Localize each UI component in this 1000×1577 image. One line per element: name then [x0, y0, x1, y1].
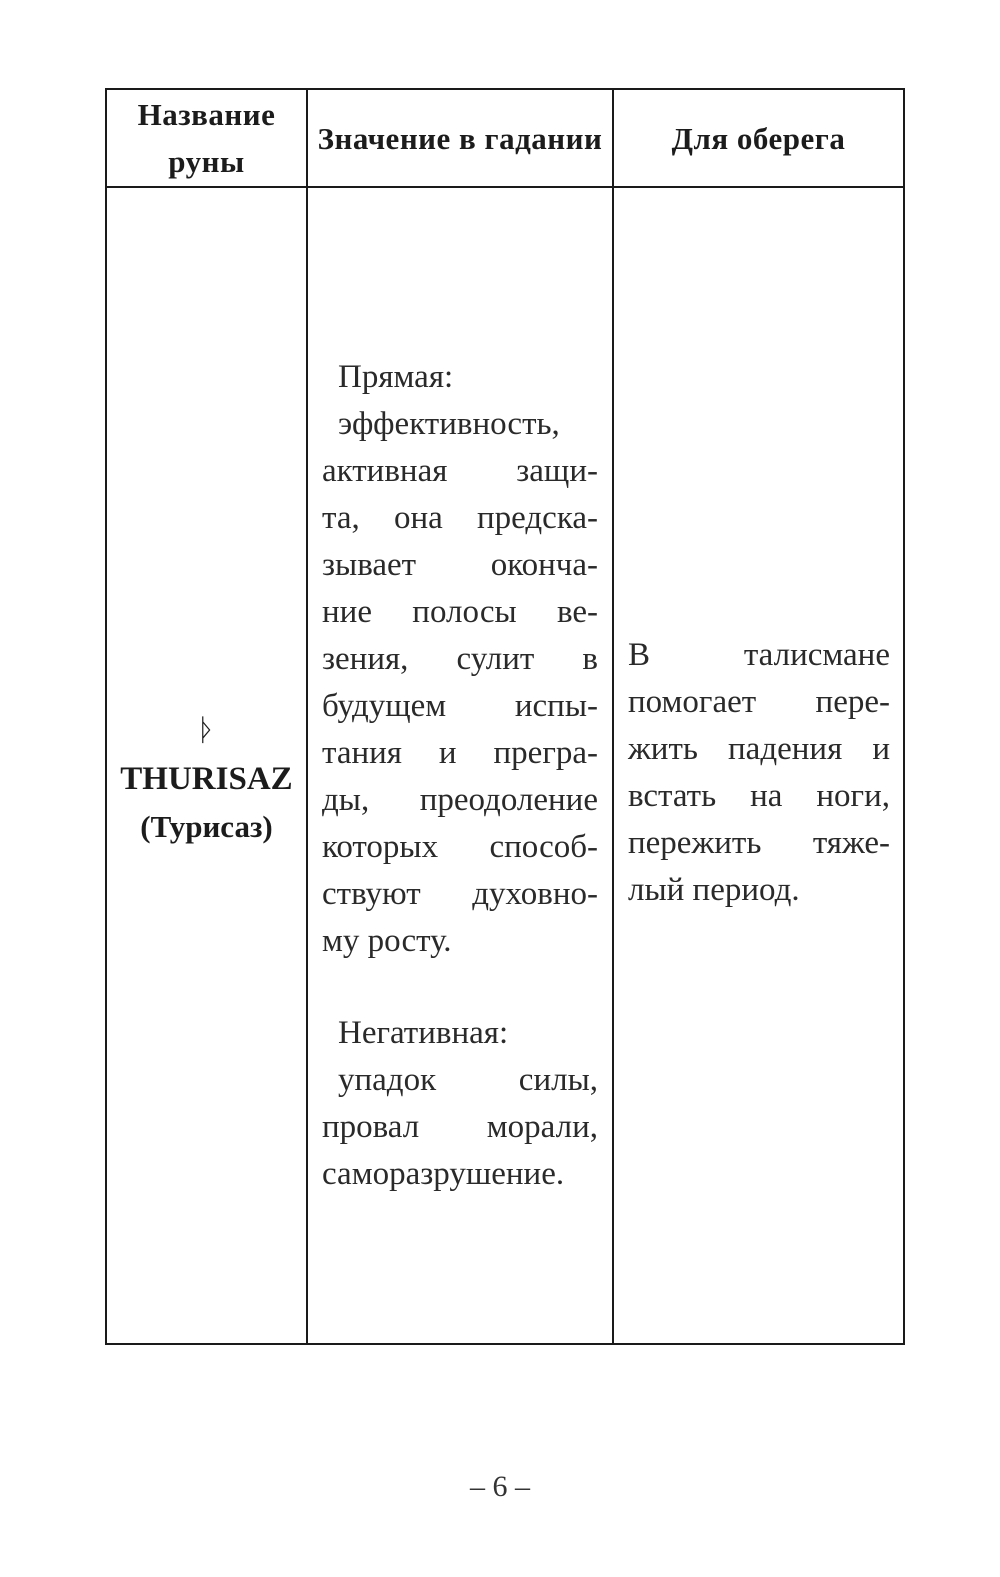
- amulet-line: встать на ноги,: [628, 778, 890, 814]
- direct-line: та, она предска-: [322, 500, 598, 536]
- amulet-line: помогает пере-: [628, 684, 890, 720]
- rune-russian-name: (Турисаз): [140, 808, 273, 844]
- negative-label: Негативная:: [338, 1015, 509, 1051]
- direct-line: эффективность,: [338, 406, 560, 442]
- header-divination-meaning: Значение в гадании: [308, 90, 614, 188]
- negative-line: провал морали,: [322, 1109, 598, 1145]
- amulet-text: [628, 632, 890, 914]
- direct-line: зения, сулит в: [322, 641, 598, 677]
- direct-line: активная защи-: [322, 453, 598, 489]
- amulet-line: лый период.: [628, 872, 800, 908]
- direct-line: будущем испы-: [322, 688, 598, 724]
- header-amulet: Для оберега: [614, 90, 903, 188]
- direct-label: Прямая:: [338, 359, 454, 395]
- rune-latin-name: THURISAZ: [120, 760, 293, 797]
- amulet-line: В талисмане: [628, 637, 890, 673]
- direct-line: тания и прегра-: [322, 735, 598, 771]
- thurisaz-rune-icon: ᚦ: [197, 712, 216, 748]
- amulet-line: жить падения и: [628, 731, 890, 767]
- header-rune-name: Название руны: [107, 90, 308, 188]
- direct-line: ствуют духовно-: [322, 876, 598, 912]
- direct-line: зывает оконча-: [322, 547, 598, 583]
- page-number: – 6 –: [470, 1470, 530, 1503]
- amulet-cell: [614, 188, 903, 1343]
- direct-line: которых способ-: [322, 829, 598, 865]
- rune-table: [105, 88, 905, 1345]
- meaning-text: [322, 354, 598, 1198]
- meaning-cell: [308, 188, 614, 1343]
- direct-line: ды, преодоление: [322, 782, 598, 818]
- negative-line: упадок силы,: [338, 1062, 598, 1098]
- direct-line: му росту.: [322, 923, 452, 959]
- amulet-line: пережить тяже-: [628, 825, 890, 861]
- direct-line: ние полосы ве-: [322, 594, 598, 630]
- rune-name-cell: [107, 188, 308, 1343]
- negative-line: саморазрушение.: [322, 1156, 565, 1192]
